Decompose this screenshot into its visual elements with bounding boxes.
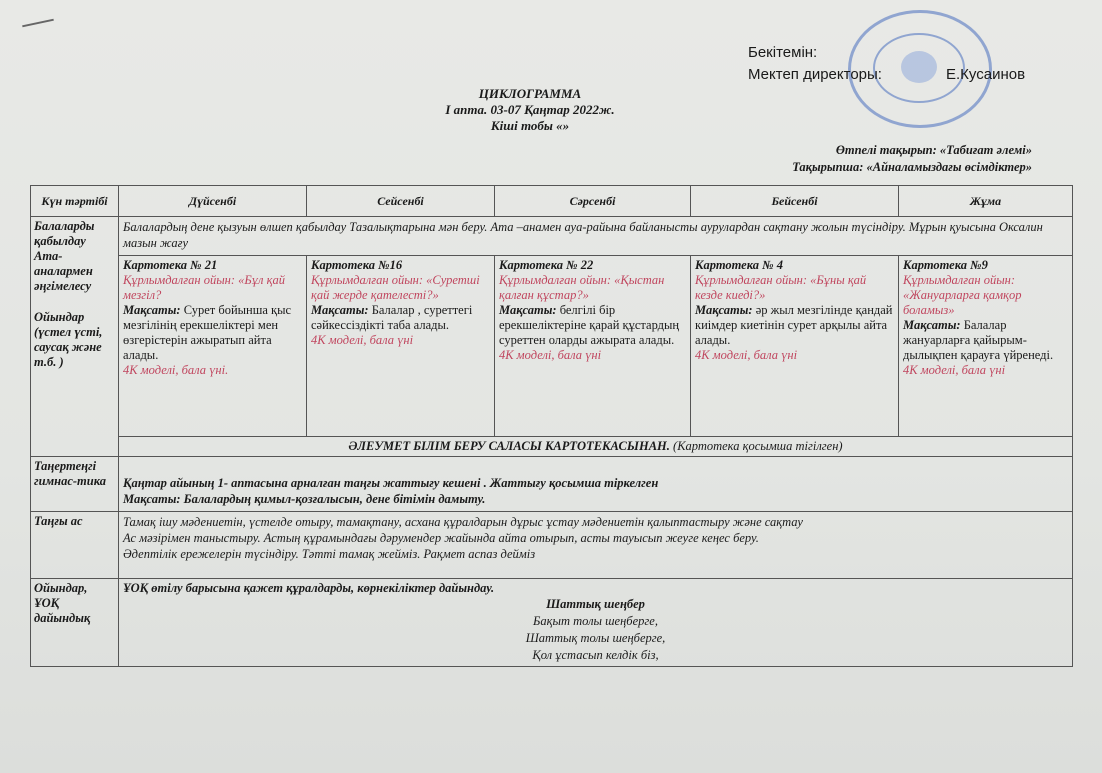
card-thursday [691,256,899,437]
row-label-breakfast: Таңғы ас [31,512,119,579]
poem-line: Шаттық толы шеңберге, [525,631,666,645]
row-label-reception [31,217,119,457]
section-note [119,437,1073,457]
card-model: 4К моделі, бала үні [311,333,414,347]
preparation-line: ҰОҚ өтілу барысына қажет құралдарды, көрнекіліктер дайындау. [123,581,495,595]
poem-title: Шаттық шеңбер [546,597,645,611]
table-row [31,437,1073,457]
card-model: 4К моделі, бала үні [903,363,1006,377]
theme-block [792,142,1032,176]
goal-label: Мақсаты: [903,318,961,332]
header-monday: Дүйсенбі [119,186,307,217]
card-game: Құрлымдалған ойын: «Суретші қай жерде қателесті?» [311,273,480,302]
header-thursday: Бейсенбі [691,186,899,217]
row-label-preparation: Ойындар, ҰОҚ дайындық [31,579,119,667]
card-wednesday [495,256,691,437]
reception-text: Балалардың дене қызуын өлшеп қабылдау Тазалықтарына мән беру. Ата –анамен ауа-райына байланысты аурулардан сақтану жолын түсіндіру. Мұрын қуысына Оксалин мазын жағу [119,217,1073,256]
breakfast-line: Ас мәзірімен таныстыру. Астың құрамындағы дәрумендер жайында айта отырып, асты тауысып жеуге кеңес беру. [123,531,759,545]
group-line: Кіші тобы «» [490,118,570,133]
theme-topic: Өтпелі тақырып: «Табиғат әлемі» [835,143,1032,157]
card-model: 4К моделі, бала үні [695,348,798,362]
card-game: Құрлымдалған ойын: «Қыстан қалған құстар?» [499,273,665,302]
approval-block [748,42,1025,86]
card-goal [499,303,686,348]
goal-text: Сурет бойынша қыс мезгілінің ерекшеліктері мен өзгерістерін ажыратып айта алады. [123,303,292,362]
breakfast-cell [119,512,1073,579]
card-goal [123,303,302,363]
card-monday [119,256,307,437]
table-row [31,217,1073,256]
header-tuesday: Сейсенбі [307,186,495,217]
header-wednesday: Сәрсенбі [495,186,691,217]
card-model: 4К моделі, бала үні. [123,363,229,377]
director-name: Е.Кусаинов [946,66,1026,83]
breakfast-line: Әдептілік ережелерін түсіндіру. Тәтті тамақ жейміз. Рақмет аспаз дейміз [123,547,536,561]
card-goal [903,318,1068,363]
document-title: ЦИКЛОГРАММА [478,86,582,101]
card-game: Құрлымдалған ойын: «Бұны қай кезде киеді?» [695,273,867,302]
table-row [31,579,1073,667]
goal-label: Мақсаты: [695,303,753,317]
document-heading [420,86,640,134]
card-model: 4К моделі, бала үні [499,348,602,362]
schedule-table [30,185,1073,667]
poem-line: Бақыт толы шеңберге, [533,614,658,628]
row-label-games: Ойындар (үстел үсті, саусақ және т.б. ) [34,310,103,369]
breakfast-line: Тамақ ішу мәдениетін, үстелде отыру, тамақтану, асхана құралдарын дұрыс ұстау мәдениетін қалыптастыру және сақтау [123,515,803,529]
theme-subtopic: Тақырыпша: «Айналамыздағы өсімдіктер» [792,160,1032,174]
card-tuesday [307,256,495,437]
goal-label: Мақсаты: [123,303,181,317]
goal-text: белгілі бір ерекшеліктеріне қарай құстардың суреттен оларды ажырата алады. [499,303,680,347]
section-attachment: (Картотека қосымша тігілген) [669,439,843,453]
approval-label: Бекітемін: [748,44,818,61]
card-friday [899,256,1073,437]
section-title: ӘЛЕУМЕТ БІЛІМ БЕРУ САЛАСЫ КАРТОТЕКАСЫНАН. [348,439,670,453]
card-game: Құрлымдалған ойын: «Жануарларға қамқор боламыз» [903,273,1022,317]
card-game: Құрлымдалған ойын: «Бұл қай мезгіл? [123,273,285,302]
director-label: Мектеп директоры: [748,66,882,83]
row-label-gymnastics: Таңертеңгі гимнас-тика [31,457,119,512]
header-row [31,186,1073,217]
card-title: Картотека №16 [311,258,403,272]
card-goal [311,303,490,333]
goal-text: әр жыл мезгілінде қандай киімдер киетінін сурет арқылы айта алады. [695,303,893,347]
poem-line: Қол ұстасып келдік біз, [532,648,659,662]
card-title: Картотека № 22 [499,258,594,272]
gymnastics-line: Қаңтар айының 1- аптасына арналған таңғы жаттығу кешені . Жаттығу қосымша тіркелген [123,476,659,490]
preparation-cell [119,579,1073,667]
table-row [31,457,1073,512]
table-row [31,512,1073,579]
card-title: Картотека № 4 [695,258,783,272]
row-label-text: Балаларды қабылдау Ата-аналармен әңгімелесу [34,219,95,293]
header-day-routine: Күн тәртібі [31,186,119,217]
gymnastics-cell [119,457,1073,512]
week-line: І апта. 03-07 Қаңтар 2022ж. [445,102,615,117]
card-goal [695,303,894,348]
pen-mark [22,19,54,28]
gymnastics-goal: Мақсаты: Балалардың қимыл-қозғалысын, дене бітімін дамыту. [123,492,486,506]
goal-label: Мақсаты: [311,303,369,317]
table-row [31,256,1073,437]
card-title: Картотека № 21 [123,258,218,272]
header-friday: Жұма [899,186,1073,217]
goal-text: Балалар жануарларға қайырым-дылықпен қарауға үйренеді. [903,318,1054,362]
goal-label: Мақсаты: [499,303,557,317]
card-title: Картотека №9 [903,258,988,272]
goal-text: Балалар , суреттегі сәйкессіздікті таба алады. [311,303,473,332]
